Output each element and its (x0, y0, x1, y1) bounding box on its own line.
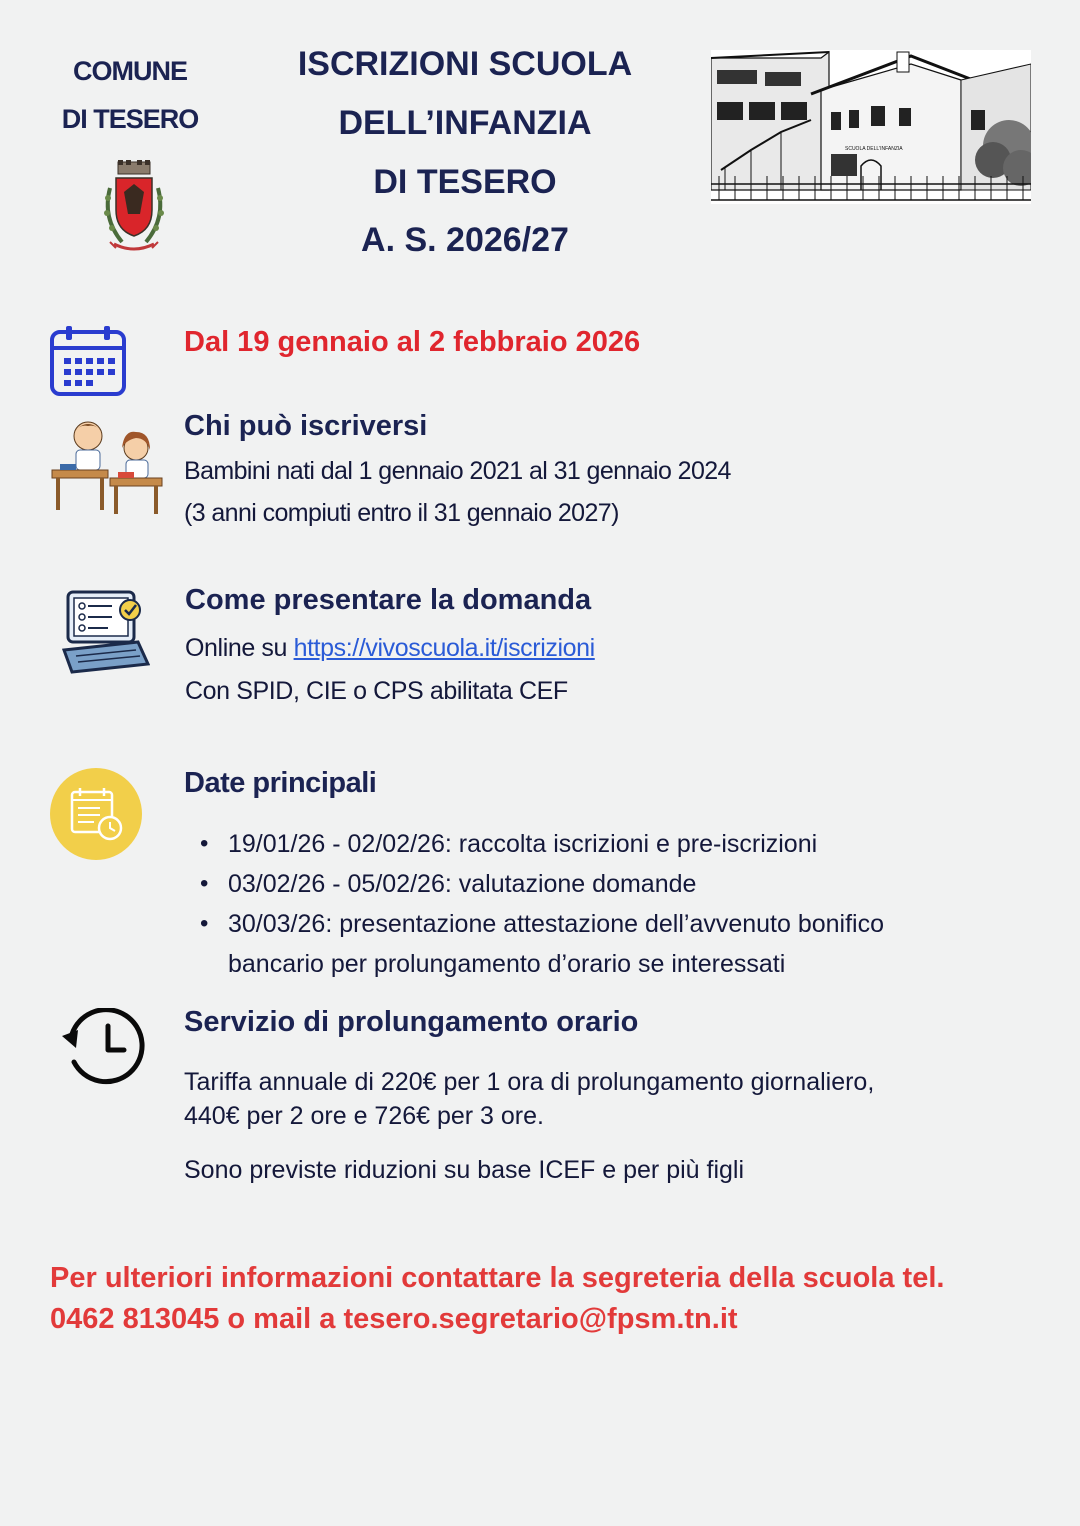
school-building-image (711, 50, 1031, 204)
dates-heading: Date principali (184, 767, 377, 799)
title-line4: A. S. 2026/27 (361, 221, 569, 259)
building-sign-text: SCUOLA DELL'INFANZIA (845, 146, 903, 152)
service-line3: Sono previste riduzioni su base ICEF e per più figli (184, 1156, 745, 1184)
list-item: • 03/02/26 - 05/02/26: valutazione domande (184, 864, 1034, 904)
list-item: • 30/03/26: presentazione attestazione dell’avvenuto bonifico (184, 904, 1034, 944)
list-item: • 19/01/26 - 02/02/26: raccolta iscrizioni e pre-iscrizioni (184, 824, 1034, 864)
comune-line1: COMUNE (73, 56, 187, 86)
service-line1: Tariffa annuale di 220€ per 1 ora di prolungamento giornaliero, (184, 1068, 875, 1096)
schedule-icon (50, 768, 142, 860)
title-line3: DI TESERO (373, 163, 557, 201)
laptop-checklist-icon (62, 588, 150, 674)
contact-line1: Per ulteriori informazioni contattare la segreteria della scuola tel. (50, 1262, 945, 1294)
how-line2: Con SPID, CIE o CPS abilitata CEF (185, 677, 568, 705)
dates-list (184, 824, 1034, 944)
how-heading: Come presentare la domanda (185, 584, 592, 616)
title-line1: ISCRIZIONI SCUOLA (297, 45, 633, 83)
how-online-prefix: Online su (185, 634, 294, 662)
enrollment-period: Dal 19 gennaio al 2 febbraio 2026 (184, 326, 641, 358)
who-line1: Bambini nati dal 1 gennaio 2021 al 31 gennaio 2024 (184, 457, 731, 485)
coat-of-arms-logo (96, 158, 172, 256)
calendar-icon (50, 324, 126, 396)
service-line2: 440€ per 2 ore e 726€ per 3 ore. (184, 1102, 544, 1130)
who-heading: Chi può iscriversi (184, 410, 428, 442)
service-heading: Servizio di prolungamento orario (184, 1006, 639, 1038)
children-at-desk-icon (48, 414, 166, 518)
title-line2: DELL’INFANZIA (338, 104, 592, 142)
comune-line2: DI TESERO (61, 104, 199, 134)
who-line2: (3 anni compiuti entro il 31 gennaio 2027) (184, 499, 619, 527)
vivoscuola-link[interactable]: https://vivoscuola.it/iscrizioni (293, 634, 595, 662)
contact-info (50, 1258, 1040, 1340)
clock-history-icon (58, 1008, 150, 1090)
contact-line2: 0462 813045 o mail a tesero.segretario@fpsm.tn.it (50, 1303, 738, 1335)
dates-item-continuation: bancario per prolungamento d’orario se interessati (228, 950, 786, 978)
how-online-line (185, 634, 595, 663)
